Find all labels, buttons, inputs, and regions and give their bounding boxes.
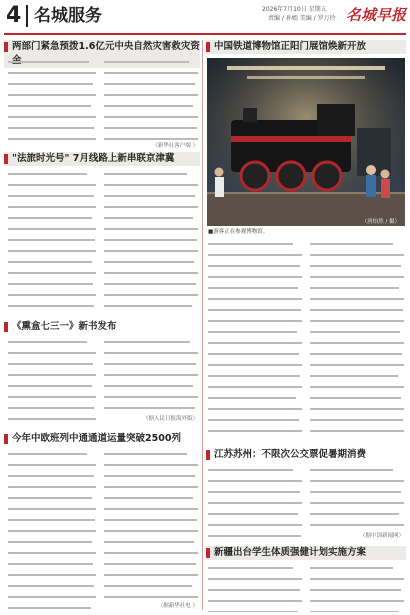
museum-photo-image [207, 58, 405, 226]
masthead [0, 0, 410, 36]
article-headline: 两部门紧急预拨1.6亿元中央自然灾害救灾资 [4, 40, 200, 68]
article-headline: 中国铁道博物馆正阳门展馆焕新开放 [206, 40, 406, 54]
article-body [8, 170, 96, 310]
article-headline: 今年中欧班列中通通道运量突破2500列 [4, 432, 200, 446]
article-body [310, 240, 404, 440]
article-body [310, 564, 404, 612]
article-credit: （新华社客户端 ） [152, 143, 198, 149]
article-body [310, 466, 404, 530]
article-body [8, 58, 96, 148]
article-body [104, 338, 198, 414]
date-line: 2026年7月10日 星期五 [262, 6, 327, 13]
photo-credit: （唐怡然 / 摄） [361, 219, 400, 225]
article-headline: 江苏苏州：不限次公交票促暑期消费 [206, 448, 406, 462]
article-body [8, 338, 96, 422]
article-body [104, 170, 198, 310]
section-title: 名城服务 [26, 5, 102, 27]
article-headline: 《熏盒七三一》新书发布 [4, 320, 200, 334]
article-headline: "法旅时光号" 7月线路上新串联京津冀 [4, 152, 200, 166]
article-body [104, 58, 198, 140]
editor-line: 责编 / 孙嫣 美编 / 罗万玲 [268, 15, 336, 22]
article-credit: （据新华社电 ） [157, 603, 198, 609]
page-number: 4 [6, 3, 22, 28]
article-body [8, 450, 96, 610]
photo-caption: ■游客正在参观博物馆。 [208, 229, 269, 235]
article-credit: （据中国新闻网） [359, 533, 404, 539]
article-credit: （据人民日报海外版） [142, 416, 198, 422]
masthead-rule [4, 33, 406, 35]
article-body [104, 450, 198, 600]
article-body [208, 564, 302, 612]
article-headline: 新疆出台学生体质强健计划实施方案 [206, 546, 406, 560]
museum-photo [207, 58, 405, 226]
article-body [208, 466, 302, 538]
column-divider [202, 40, 203, 610]
article-body [208, 240, 302, 440]
newspaper-logo: 名城早报 [346, 6, 407, 24]
